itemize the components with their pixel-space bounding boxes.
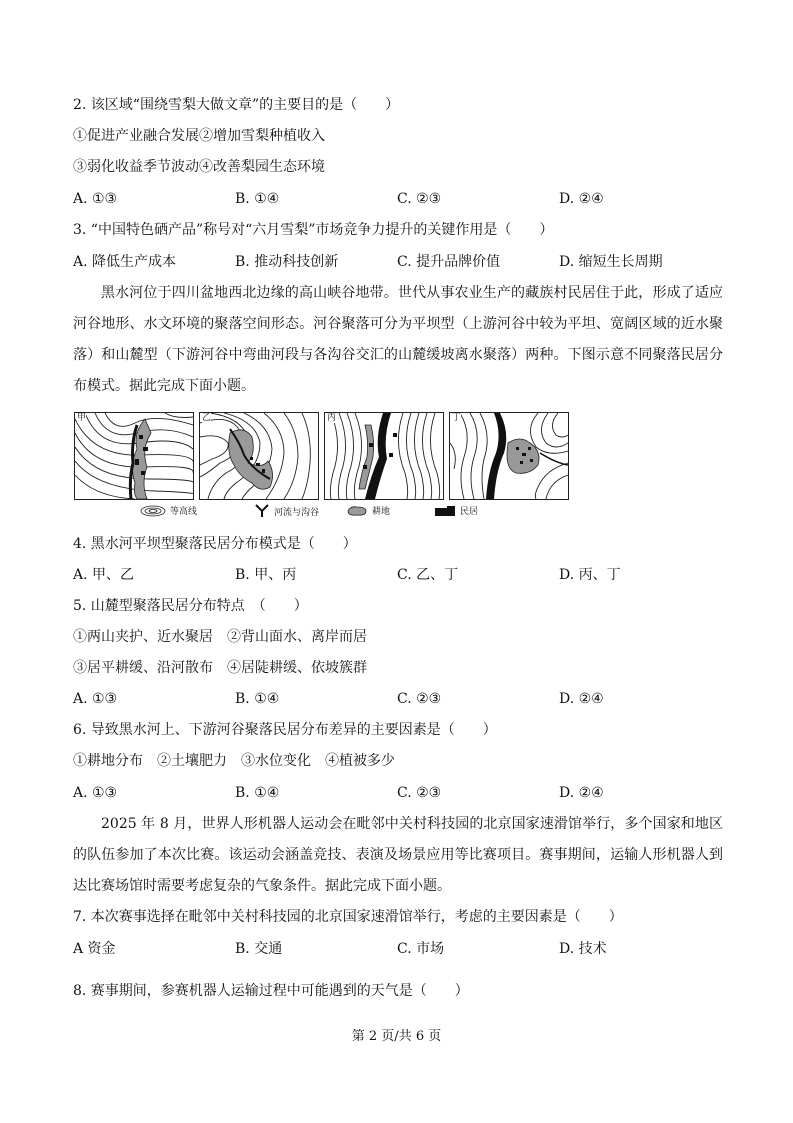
q3-option-a[interactable]: A. 降低生产成本 (73, 254, 177, 270)
q6-stem: 6. 导致黑水河上、下游河谷聚落民居分布差异的主要因素是（ ） (73, 722, 497, 738)
panel-yi-label: 乙 (202, 413, 212, 423)
dwelling-icon (434, 505, 456, 517)
q5-option-a[interactable]: A. ①③ (73, 691, 118, 707)
q3-stem: 3. “中国特色硒产品”称号对“六月雪梨”市场竞争力提升的关键作用是（ ） (73, 222, 554, 238)
q2-option-c[interactable]: C. ②③ (397, 191, 442, 207)
panel-bing (324, 412, 444, 500)
q6-option-a[interactable]: A. ①③ (73, 785, 118, 801)
q6-option-d[interactable]: D. ②④ (559, 785, 604, 801)
q6-options (73, 784, 733, 802)
legend-river-label: 河流与沟谷 (274, 507, 320, 518)
river-valley-icon (254, 504, 270, 518)
q3-option-c[interactable]: C. 提升品牌价值 (397, 254, 501, 270)
panel-ding (449, 412, 569, 500)
q3-option-b[interactable]: B. 推动科技创新 (235, 254, 339, 270)
legend-contour (140, 504, 197, 517)
q3-option-d[interactable]: D. 缩短生长周期 (559, 254, 663, 270)
panel-yi (199, 412, 319, 500)
panel-bing-label: 丙 (327, 413, 337, 423)
q6-option-b[interactable]: B. ①④ (235, 785, 280, 801)
q2-options (73, 190, 733, 208)
panel-yi-map (200, 413, 318, 499)
passage-robot-games: 2025 年 8 月，世界人形机器人运动会在毗邻中关村科技园的北京国家速滑馆举行，多个国家和地区的队伍参加了本次比赛。该运动会涵盖竞技、表演及场景应用等比赛项目。赛事期间，运输人形机器人到达比赛场馆时需要考虑复杂的气象条件。据此完成下面小题。 (73, 816, 723, 894)
panel-jia-map (75, 413, 193, 499)
q5-stem: 5. 山麓型聚落民居分布特点 （ ） (73, 598, 308, 614)
contour-line-icon (140, 505, 166, 517)
panel-ding-map (450, 413, 568, 499)
q2-option-b[interactable]: B. ①④ (235, 191, 280, 207)
q7-option-c[interactable]: C. 市场 (397, 941, 445, 957)
q7-option-b[interactable]: B. 交通 (235, 941, 283, 957)
panel-jia (74, 412, 194, 500)
q6-item-line-1: ①耕地分布 ②土壤肥力 ③水位变化 ④植被多少 (73, 753, 395, 769)
legend-dwelling-label: 民居 (460, 507, 479, 517)
q5-option-d[interactable]: D. ②④ (559, 691, 604, 707)
legend-river (254, 504, 319, 518)
q2-item-line-2: ③弱化收益季节波动④改善梨园生态环境 (73, 159, 325, 175)
q6-option-c[interactable]: C. ②③ (397, 785, 442, 801)
q4-option-b[interactable]: B. 甲、丙 (235, 567, 297, 583)
q8-stem: 8. 赛事期间，参赛机器人运输过程中可能遇到的天气是（ ） (73, 983, 469, 999)
figure-legend (74, 504, 574, 522)
q4-option-d[interactable]: D. 丙、丁 (559, 567, 621, 583)
farmland-icon (346, 505, 368, 517)
q7-options (73, 940, 733, 958)
q2-item-line-1: ①促进产业融合发展②增加雪梨种植收入 (73, 128, 325, 144)
settlement-distribution-figure (74, 412, 574, 524)
q4-stem: 4. 黑水河平坝型聚落民居分布模式是（ ） (73, 536, 357, 552)
panel-ding-label: 丁 (452, 413, 462, 423)
legend-contour-label: 等高线 (170, 507, 198, 517)
legend-dwelling (434, 504, 478, 517)
q2-option-a[interactable]: A. ①③ (73, 191, 118, 207)
panel-jia-label: 甲 (77, 413, 87, 423)
q5-option-b[interactable]: B. ①④ (235, 691, 280, 707)
q7-option-d[interactable]: D. 技术 (559, 941, 607, 957)
q5-options (73, 690, 733, 708)
q4-option-c[interactable]: C. 乙、丁 (397, 567, 459, 583)
q4-options (73, 566, 733, 584)
panel-bing-map (325, 413, 443, 499)
q7-stem: 7. 本次赛事选择在毗邻中关村科技园的北京国家速滑馆举行，考虑的主要因素是（ ） (73, 909, 623, 925)
q5-item-line-1: ①两山夹护、近水聚居 ②背山面水、离岸而居 (73, 629, 367, 645)
passage-heishui-river: 黑水河位于四川盆地西北边缘的高山峡谷地带。世代从事农业生产的藏族村民居住于此，形成了适应河谷地形、水文环境的聚落空间形态。河谷聚落可分为平坝型（上游河谷中较为平坦、宽阔区域的近水聚落）和山麓型（下游河谷中弯曲河段与各沟谷交汇的山麓缓坡离水聚落）两种。下图示意不同聚落民居分布模式。据此完成下面小题。 (73, 285, 723, 394)
q7-option-a[interactable]: A 资金 (73, 941, 116, 957)
q5-item-line-2: ③居平耕缓、沿河散布 ④居陡耕缓、依坡簇群 (73, 660, 367, 676)
q2-stem: 2. 该区域“围绕雪梨大做文章”的主要目的是（ ） (73, 97, 400, 113)
q5-option-c[interactable]: C. ②③ (397, 691, 442, 707)
q4-option-a[interactable]: A. 甲、乙 (73, 567, 135, 583)
q3-options (73, 253, 733, 271)
legend-farmland-label: 耕地 (372, 507, 391, 517)
legend-farmland (346, 504, 390, 517)
page-number: 第 2 页/共 6 页 (351, 1029, 442, 1044)
q2-option-d[interactable]: D. ②④ (559, 191, 604, 207)
